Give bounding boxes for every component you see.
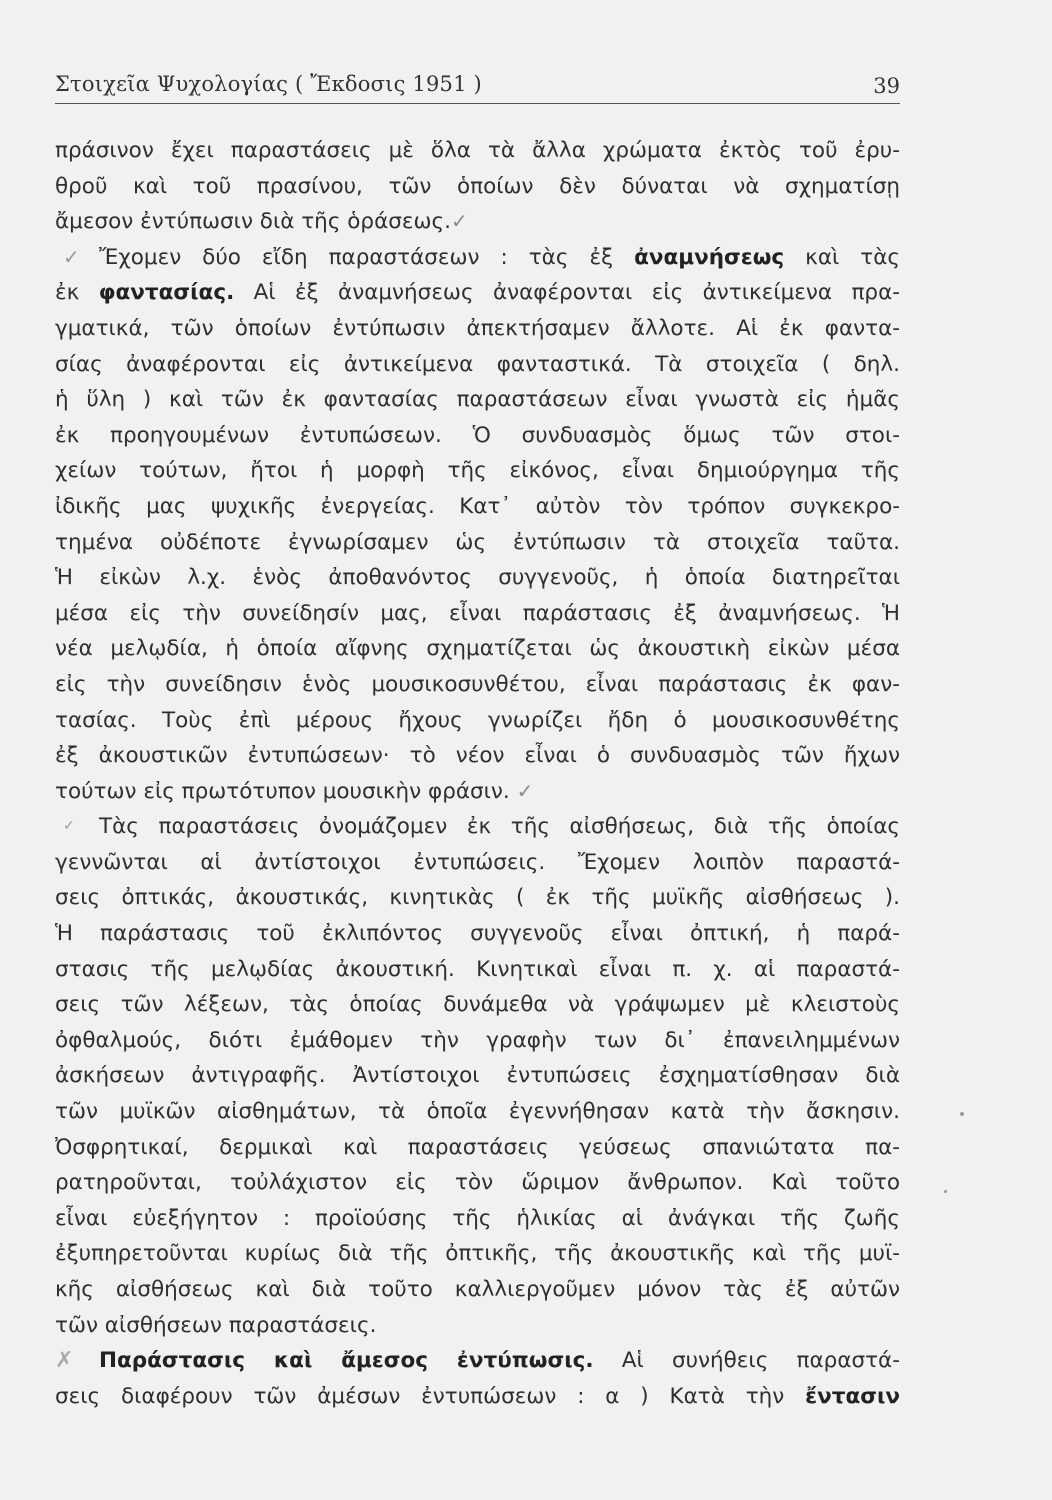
text-line: ἐξ ἀκουστικῶν ἐντυπώσεων· τὸ νέον εἶναι ὁ συνδυασμὸς τῶν ἤχων: [55, 743, 900, 769]
text-line: σεις ὀπτικάς, ἀκουστικάς, κινητικὰς ( ἐκ τῆς μυϊκῆς αἰσθήσεως ).: [55, 885, 900, 911]
text-line: Ἡ εἰκὼν λ.χ. ἑνὸς ἀποθανόντος συγγενοῦς, ἡ ὁποία διατηρεῖται: [55, 565, 900, 591]
text-line: τασίας. Τοὺς ἐπὶ μέρους ἤχους γνωρίζει ἤδη ὁ μουσικοσυνθέτης: [55, 707, 900, 733]
scribble-mark-icon: ✗: [55, 1348, 74, 1374]
text-line: στασις τῆς μελῳδίας ἀκουστική. Κινητικαὶ εἶναι π. χ. αἱ παραστά-: [55, 956, 900, 982]
text-line: [55, 240, 900, 276]
text-line: τημένα οὐδέποτε ἐγνωρίσαμεν ὡς ἐντύπωσιν τὰ στοιχεῖα ταῦτα.: [55, 529, 900, 555]
text-line: γματικά, τῶν ὁποίων ἐντύπωσιν ἀπεκτήσαμεν ἄλλοτε. Αἱ ἐκ φαντα-: [55, 315, 900, 341]
check-mark-icon: ✓: [516, 778, 534, 803]
check-mark-icon: ✓: [63, 818, 75, 835]
text-line: σίας ἀναφέρονται εἰς ἀντικείμενα φανταστικά. Τὰ στοιχεῖα ( δηλ.: [55, 351, 900, 377]
text-line: εἶναι εὐεξήγητον : προϊούσης τῆς ἡλικίας αἱ ἀνάγκαι τῆς ζωῆς: [55, 1205, 900, 1231]
stray-dot: [944, 1190, 947, 1193]
text-line: [55, 809, 900, 845]
check-mark-icon: ✓: [450, 209, 468, 234]
text-segment: ἐκ: [55, 280, 99, 306]
text-line: [55, 275, 900, 311]
text-line: ἰδικῆς μας ψυχικῆς ἐνεργείας. Κατ᾽ αὐτὸν τὸν τρόπον συγκεκρο-: [55, 493, 900, 519]
text-line: [55, 1343, 900, 1379]
text-line: ἡ ὕλη ) καὶ τῶν ἐκ φαντασίας παραστάσεων εἶναι γνωστὰ εἰς ἡμᾶς: [55, 387, 900, 413]
text-segment: Ἔχομεν δύο εἴδη παραστάσεων : τὰς ἐξ: [99, 244, 635, 270]
text-line: [55, 1379, 900, 1415]
text-line: σεις τῶν λέξεων, τὰς ὁποίας δυνάμεθα νὰ γράψωμεν μὲ κλειστοὺς: [55, 992, 900, 1018]
bold-term: ἔντασιν: [805, 1383, 900, 1409]
text-line: τῶν αἰσθήσεων παραστάσεις.: [55, 1312, 377, 1338]
text-segment: σεις διαφέρουν τῶν ἀμέσων ἐντυπώσεων : α ) Κατὰ τὴν: [55, 1383, 806, 1409]
text-line: εἰς τὴν συνείδησιν ἑνὸς μουσικοσυνθέτου, εἶναι παράστασις ἐκ φαν-: [55, 671, 900, 697]
text-line: τῶν μυϊκῶν αἰσθημάτων, τὰ ὁποῖα ἐγεννήθησαν κατὰ τὴν ἄσκησιν.: [55, 1099, 900, 1125]
text-segment: Αἱ ἐξ ἀναμνήσεως ἀναφέρονται εἰς ἀντικείμενα πρα-: [234, 280, 900, 306]
text-line: ἐκ προηγουμένων ἐντυπώσεων. Ὁ συνδυασμὸς ὅμως τῶν στοι-: [55, 422, 900, 448]
text-line: γεννῶνται αἱ ἀντίστοιχοι ἐντυπώσεις. Ἔχομεν λοιπὸν παραστά-: [55, 849, 900, 875]
text-segment: Αἱ συνήθεις παραστά-: [593, 1348, 900, 1374]
text-line: χείων τούτων, ἤτοι ἡ μορφὴ τῆς εἰκόνος, εἶναι δημιούργημα τῆς: [55, 458, 900, 484]
text-line: πράσινον ἔχει παραστάσεις μὲ ὅλα τὰ ἄλλα χρώματα ἐκτὸς τοῦ ἐρυ-: [55, 138, 900, 163]
text-line: κῆς αἰσθήσεως καὶ διὰ τοῦτο καλλιεργοῦμεν μόνον τὰς ἐξ αὐτῶν: [55, 1277, 900, 1302]
text-line: Ὀσφρητικαί, δερμικαὶ καὶ παραστάσεις γεύσεως σπανιώτατα πα-: [55, 1134, 900, 1160]
text-segment: Τὰς παραστάσεις ὀνομάζομεν ἐκ τῆς αἰσθήσεως, διὰ τῆς ὁποίας: [99, 814, 900, 840]
text-line: ἐξυπηρετοῦνται κυρίως διὰ τῆς ὀπτικῆς, τῆς ἀκουστικῆς καὶ τῆς μυϊ-: [55, 1241, 900, 1267]
text-line: θροῦ καὶ τοῦ πρασίνου, τῶν ὁποίων δὲν δύναται νὰ σχηματίσῃ: [55, 173, 900, 199]
text-line: Ἡ παράστασις τοῦ ἐκλιπόντος συγγενοῦς εἶναι ὀπτική, ἡ παρά-: [55, 921, 900, 947]
text-segment: καὶ τὰς: [784, 244, 900, 270]
text-line: [55, 774, 900, 810]
section-heading: Παράστασις καὶ ἄμεσος ἐντύπωσις.: [99, 1348, 594, 1374]
text-line: [55, 204, 900, 240]
text-segment: τούτων εἰς πρωτότυπον μουσικὴν φράσιν.: [55, 778, 510, 804]
running-head: Στοιχεῖα Ψυχολογίας ( Ἔκδοσις 1951 ): [55, 72, 482, 96]
text-line: μέσα εἰς τὴν συνείδησίν μας, εἶναι παράστασις ἐξ ἀναμνήσεως. Ἡ: [55, 600, 900, 626]
text-line: ρατηροῦνται, τοὐλάχιστον εἰς τὸν ὥριμον ἄνθρωπον. Καὶ τοῦτο: [55, 1170, 900, 1196]
bold-term: φαντασίας.: [98, 280, 235, 306]
page-number: 39: [873, 74, 900, 98]
check-mark-icon: ✓: [63, 244, 80, 269]
text-segment: ἄμεσον ἐντύπωσιν διὰ τῆς ὁράσεως.: [55, 209, 451, 235]
page-header: [55, 72, 900, 108]
text-line: νέα μελῳδία, ἡ ὁποία αἴφνης σχηματίζεται ὡς ἀκουστικὴ εἰκὼν μέσα: [55, 636, 900, 662]
body-text: [55, 133, 900, 1414]
text-line: ἀσκήσεων ἀντιγραφῆς. Ἀντίστοιχοι ἐντυπώσεις ἐσχηματίσθησαν διὰ: [55, 1063, 900, 1089]
bold-term: ἀναμνήσεως: [634, 244, 785, 270]
header-rule: [55, 103, 900, 104]
text-line: ὀφθαλμούς, διότι ἐμάθομεν τὴν γραφὴν των δι᾽ ἐπανειλημμένων: [55, 1027, 900, 1053]
stray-dot: [960, 1112, 964, 1116]
